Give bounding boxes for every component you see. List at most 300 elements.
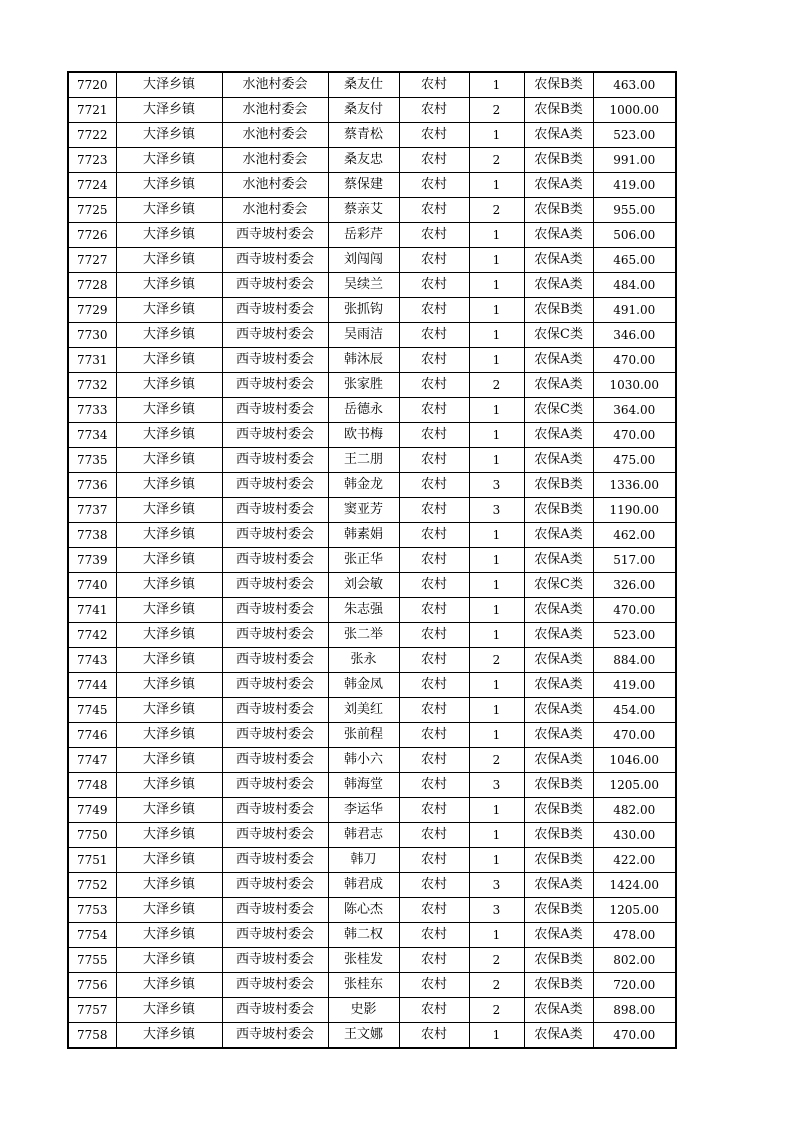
township-cell: 大泽乡镇 — [116, 98, 222, 123]
serial-cell: 7740 — [68, 573, 116, 598]
category-cell: 农保A类 — [524, 548, 593, 573]
township-cell: 大泽乡镇 — [116, 748, 222, 773]
count-cell: 3 — [469, 498, 524, 523]
name-cell: 窦亚芳 — [328, 498, 399, 523]
amount-cell: 484.00 — [593, 273, 676, 298]
table-row — [68, 723, 676, 748]
serial-cell: 7748 — [68, 773, 116, 798]
count-cell: 1 — [469, 673, 524, 698]
township-cell: 大泽乡镇 — [116, 873, 222, 898]
type-cell: 农村 — [399, 723, 469, 748]
category-cell: 农保C类 — [524, 398, 593, 423]
count-cell: 1 — [469, 573, 524, 598]
township-cell: 大泽乡镇 — [116, 298, 222, 323]
type-cell: 农村 — [399, 1023, 469, 1049]
count-cell: 1 — [469, 548, 524, 573]
count-cell: 1 — [469, 173, 524, 198]
type-cell: 农村 — [399, 873, 469, 898]
name-cell: 张永 — [328, 648, 399, 673]
type-cell: 农村 — [399, 973, 469, 998]
category-cell: 农保B类 — [524, 298, 593, 323]
township-cell: 大泽乡镇 — [116, 198, 222, 223]
table-row — [68, 72, 676, 98]
serial-cell: 7737 — [68, 498, 116, 523]
township-cell: 大泽乡镇 — [116, 723, 222, 748]
serial-cell: 7742 — [68, 623, 116, 648]
village-cell: 西寺坡村委会 — [222, 398, 328, 423]
type-cell: 农村 — [399, 548, 469, 573]
name-cell: 韩金龙 — [328, 473, 399, 498]
township-cell: 大泽乡镇 — [116, 423, 222, 448]
village-cell: 西寺坡村委会 — [222, 673, 328, 698]
serial-cell: 7757 — [68, 998, 116, 1023]
serial-cell: 7741 — [68, 598, 116, 623]
village-cell: 西寺坡村委会 — [222, 323, 328, 348]
category-cell: 农保A类 — [524, 448, 593, 473]
village-cell: 西寺坡村委会 — [222, 373, 328, 398]
count-cell: 1 — [469, 698, 524, 723]
serial-cell: 7754 — [68, 923, 116, 948]
amount-cell: 1424.00 — [593, 873, 676, 898]
count-cell: 1 — [469, 423, 524, 448]
count-cell: 3 — [469, 898, 524, 923]
category-cell: 农保A类 — [524, 698, 593, 723]
name-cell: 张桂发 — [328, 948, 399, 973]
category-cell: 农保A类 — [524, 623, 593, 648]
amount-cell: 430.00 — [593, 823, 676, 848]
village-cell: 西寺坡村委会 — [222, 973, 328, 998]
township-cell: 大泽乡镇 — [116, 798, 222, 823]
village-cell: 水池村委会 — [222, 198, 328, 223]
serial-cell: 7734 — [68, 423, 116, 448]
village-cell: 西寺坡村委会 — [222, 1023, 328, 1049]
table-row — [68, 123, 676, 148]
name-cell: 朱志强 — [328, 598, 399, 623]
township-cell: 大泽乡镇 — [116, 248, 222, 273]
village-cell: 西寺坡村委会 — [222, 298, 328, 323]
table-row — [68, 748, 676, 773]
type-cell: 农村 — [399, 373, 469, 398]
village-cell: 西寺坡村委会 — [222, 473, 328, 498]
name-cell: 桑友付 — [328, 98, 399, 123]
village-cell: 水池村委会 — [222, 173, 328, 198]
category-cell: 农保A类 — [524, 648, 593, 673]
category-cell: 农保A类 — [524, 673, 593, 698]
count-cell: 2 — [469, 148, 524, 173]
type-cell: 农村 — [399, 848, 469, 873]
name-cell: 韩君志 — [328, 823, 399, 848]
township-cell: 大泽乡镇 — [116, 398, 222, 423]
township-cell: 大泽乡镇 — [116, 72, 222, 98]
type-cell: 农村 — [399, 473, 469, 498]
table-row — [68, 348, 676, 373]
table-row — [68, 923, 676, 948]
name-cell: 王文娜 — [328, 1023, 399, 1049]
table-row — [68, 823, 676, 848]
type-cell: 农村 — [399, 72, 469, 98]
serial-cell: 7726 — [68, 223, 116, 248]
name-cell: 韩二权 — [328, 923, 399, 948]
table-row — [68, 548, 676, 573]
village-cell: 西寺坡村委会 — [222, 748, 328, 773]
type-cell: 农村 — [399, 648, 469, 673]
category-cell: 农保C类 — [524, 323, 593, 348]
serial-cell: 7750 — [68, 823, 116, 848]
serial-cell: 7758 — [68, 1023, 116, 1049]
name-cell: 蔡保建 — [328, 173, 399, 198]
table-row — [68, 1023, 676, 1049]
type-cell: 农村 — [399, 448, 469, 473]
name-cell: 陈心杰 — [328, 898, 399, 923]
data-table — [67, 71, 677, 1049]
table-row — [68, 323, 676, 348]
table-row — [68, 573, 676, 598]
serial-cell: 7756 — [68, 973, 116, 998]
township-cell: 大泽乡镇 — [116, 473, 222, 498]
serial-cell: 7738 — [68, 523, 116, 548]
amount-cell: 1030.00 — [593, 373, 676, 398]
table-row — [68, 298, 676, 323]
type-cell: 农村 — [399, 923, 469, 948]
type-cell: 农村 — [399, 423, 469, 448]
name-cell: 韩刀 — [328, 848, 399, 873]
category-cell: 农保A类 — [524, 748, 593, 773]
village-cell: 西寺坡村委会 — [222, 998, 328, 1023]
serial-cell: 7730 — [68, 323, 116, 348]
township-cell: 大泽乡镇 — [116, 323, 222, 348]
village-cell: 西寺坡村委会 — [222, 273, 328, 298]
amount-cell: 1205.00 — [593, 898, 676, 923]
type-cell: 农村 — [399, 698, 469, 723]
count-cell: 3 — [469, 473, 524, 498]
count-cell: 2 — [469, 998, 524, 1023]
type-cell: 农村 — [399, 623, 469, 648]
type-cell: 农村 — [399, 598, 469, 623]
township-cell: 大泽乡镇 — [116, 548, 222, 573]
table-row — [68, 648, 676, 673]
type-cell: 农村 — [399, 298, 469, 323]
count-cell: 1 — [469, 723, 524, 748]
category-cell: 农保A类 — [524, 523, 593, 548]
category-cell: 农保A类 — [524, 723, 593, 748]
count-cell: 1 — [469, 523, 524, 548]
serial-cell: 7725 — [68, 198, 116, 223]
count-cell: 2 — [469, 373, 524, 398]
table-row — [68, 698, 676, 723]
count-cell: 1 — [469, 798, 524, 823]
serial-cell: 7743 — [68, 648, 116, 673]
count-cell: 2 — [469, 973, 524, 998]
serial-cell: 7729 — [68, 298, 116, 323]
type-cell: 农村 — [399, 273, 469, 298]
amount-cell: 991.00 — [593, 148, 676, 173]
serial-cell: 7728 — [68, 273, 116, 298]
table-row — [68, 498, 676, 523]
township-cell: 大泽乡镇 — [116, 448, 222, 473]
amount-cell: 884.00 — [593, 648, 676, 673]
name-cell: 刘美红 — [328, 698, 399, 723]
count-cell: 1 — [469, 448, 524, 473]
table-row — [68, 948, 676, 973]
count-cell: 1 — [469, 398, 524, 423]
township-cell: 大泽乡镇 — [116, 523, 222, 548]
name-cell: 李运华 — [328, 798, 399, 823]
serial-cell: 7720 — [68, 72, 116, 98]
category-cell: 农保A类 — [524, 173, 593, 198]
name-cell: 张二举 — [328, 623, 399, 648]
amount-cell: 454.00 — [593, 698, 676, 723]
table-row — [68, 798, 676, 823]
serial-cell: 7723 — [68, 148, 116, 173]
name-cell: 桑友仕 — [328, 72, 399, 98]
count-cell: 1 — [469, 248, 524, 273]
table-row — [68, 173, 676, 198]
count-cell: 2 — [469, 98, 524, 123]
serial-cell: 7747 — [68, 748, 116, 773]
amount-cell: 955.00 — [593, 198, 676, 223]
table-row — [68, 773, 676, 798]
village-cell: 水池村委会 — [222, 123, 328, 148]
type-cell: 农村 — [399, 323, 469, 348]
village-cell: 西寺坡村委会 — [222, 248, 328, 273]
amount-cell: 720.00 — [593, 973, 676, 998]
type-cell: 农村 — [399, 123, 469, 148]
count-cell: 1 — [469, 123, 524, 148]
village-cell: 西寺坡村委会 — [222, 723, 328, 748]
type-cell: 农村 — [399, 673, 469, 698]
type-cell: 农村 — [399, 998, 469, 1023]
category-cell: 农保A类 — [524, 273, 593, 298]
category-cell: 农保A类 — [524, 873, 593, 898]
village-cell: 水池村委会 — [222, 98, 328, 123]
category-cell: 农保B类 — [524, 898, 593, 923]
village-cell: 西寺坡村委会 — [222, 623, 328, 648]
township-cell: 大泽乡镇 — [116, 173, 222, 198]
count-cell: 1 — [469, 72, 524, 98]
count-cell: 2 — [469, 648, 524, 673]
count-cell: 1 — [469, 223, 524, 248]
township-cell: 大泽乡镇 — [116, 848, 222, 873]
type-cell: 农村 — [399, 98, 469, 123]
village-cell: 西寺坡村委会 — [222, 648, 328, 673]
category-cell: 农保A类 — [524, 998, 593, 1023]
serial-cell: 7755 — [68, 948, 116, 973]
type-cell: 农村 — [399, 198, 469, 223]
category-cell: 农保B类 — [524, 98, 593, 123]
serial-cell: 7749 — [68, 798, 116, 823]
serial-cell: 7721 — [68, 98, 116, 123]
table-row — [68, 273, 676, 298]
name-cell: 刘闯闯 — [328, 248, 399, 273]
name-cell: 蔡亲艾 — [328, 198, 399, 223]
name-cell: 张前程 — [328, 723, 399, 748]
township-cell: 大泽乡镇 — [116, 348, 222, 373]
category-cell: 农保B类 — [524, 72, 593, 98]
category-cell: 农保A类 — [524, 923, 593, 948]
table-row — [68, 873, 676, 898]
table-row — [68, 398, 676, 423]
township-cell: 大泽乡镇 — [116, 273, 222, 298]
count-cell: 2 — [469, 198, 524, 223]
village-cell: 西寺坡村委会 — [222, 798, 328, 823]
table-row — [68, 198, 676, 223]
name-cell: 韩金凤 — [328, 673, 399, 698]
table-row — [68, 598, 676, 623]
amount-cell: 463.00 — [593, 72, 676, 98]
township-cell: 大泽乡镇 — [116, 223, 222, 248]
table-row — [68, 623, 676, 648]
amount-cell: 1205.00 — [593, 773, 676, 798]
village-cell: 西寺坡村委会 — [222, 548, 328, 573]
name-cell: 韩素娟 — [328, 523, 399, 548]
category-cell: 农保B类 — [524, 498, 593, 523]
amount-cell: 346.00 — [593, 323, 676, 348]
category-cell: 农保A类 — [524, 248, 593, 273]
table-row — [68, 973, 676, 998]
amount-cell: 1336.00 — [593, 473, 676, 498]
amount-cell: 482.00 — [593, 798, 676, 823]
name-cell: 韩海堂 — [328, 773, 399, 798]
category-cell: 农保A类 — [524, 598, 593, 623]
type-cell: 农村 — [399, 948, 469, 973]
serial-cell: 7736 — [68, 473, 116, 498]
name-cell: 韩小六 — [328, 748, 399, 773]
type-cell: 农村 — [399, 398, 469, 423]
category-cell: 农保B类 — [524, 198, 593, 223]
table-row — [68, 423, 676, 448]
village-cell: 西寺坡村委会 — [222, 873, 328, 898]
amount-cell: 517.00 — [593, 548, 676, 573]
township-cell: 大泽乡镇 — [116, 1023, 222, 1049]
count-cell: 1 — [469, 273, 524, 298]
township-cell: 大泽乡镇 — [116, 573, 222, 598]
type-cell: 农村 — [399, 798, 469, 823]
serial-cell: 7732 — [68, 373, 116, 398]
amount-cell: 475.00 — [593, 448, 676, 473]
category-cell: 农保B类 — [524, 948, 593, 973]
serial-cell: 7744 — [68, 673, 116, 698]
amount-cell: 523.00 — [593, 123, 676, 148]
category-cell: 农保B类 — [524, 773, 593, 798]
category-cell: 农保A类 — [524, 423, 593, 448]
village-cell: 西寺坡村委会 — [222, 848, 328, 873]
category-cell: 农保B类 — [524, 973, 593, 998]
township-cell: 大泽乡镇 — [116, 673, 222, 698]
type-cell: 农村 — [399, 898, 469, 923]
township-cell: 大泽乡镇 — [116, 823, 222, 848]
village-cell: 水池村委会 — [222, 148, 328, 173]
category-cell: 农保B类 — [524, 473, 593, 498]
name-cell: 岳德永 — [328, 398, 399, 423]
village-cell: 西寺坡村委会 — [222, 348, 328, 373]
village-cell: 西寺坡村委会 — [222, 598, 328, 623]
amount-cell: 506.00 — [593, 223, 676, 248]
serial-cell: 7733 — [68, 398, 116, 423]
count-cell: 3 — [469, 773, 524, 798]
township-cell: 大泽乡镇 — [116, 598, 222, 623]
township-cell: 大泽乡镇 — [116, 498, 222, 523]
table-row — [68, 98, 676, 123]
village-cell: 西寺坡村委会 — [222, 948, 328, 973]
serial-cell: 7752 — [68, 873, 116, 898]
count-cell: 1 — [469, 298, 524, 323]
serial-cell: 7724 — [68, 173, 116, 198]
township-cell: 大泽乡镇 — [116, 698, 222, 723]
name-cell: 史影 — [328, 998, 399, 1023]
village-cell: 水池村委会 — [222, 72, 328, 98]
count-cell: 2 — [469, 948, 524, 973]
serial-cell: 7735 — [68, 448, 116, 473]
township-cell: 大泽乡镇 — [116, 623, 222, 648]
count-cell: 1 — [469, 923, 524, 948]
table-row — [68, 448, 676, 473]
category-cell: 农保A类 — [524, 1023, 593, 1049]
name-cell: 韩沐辰 — [328, 348, 399, 373]
amount-cell: 462.00 — [593, 523, 676, 548]
amount-cell: 419.00 — [593, 673, 676, 698]
amount-cell: 1046.00 — [593, 748, 676, 773]
village-cell: 西寺坡村委会 — [222, 498, 328, 523]
type-cell: 农村 — [399, 173, 469, 198]
count-cell: 1 — [469, 623, 524, 648]
type-cell: 农村 — [399, 523, 469, 548]
name-cell: 张正华 — [328, 548, 399, 573]
count-cell: 3 — [469, 873, 524, 898]
name-cell: 桑友忠 — [328, 148, 399, 173]
count-cell: 1 — [469, 823, 524, 848]
category-cell: 农保A类 — [524, 123, 593, 148]
amount-cell: 478.00 — [593, 923, 676, 948]
amount-cell: 802.00 — [593, 948, 676, 973]
amount-cell: 470.00 — [593, 348, 676, 373]
type-cell: 农村 — [399, 773, 469, 798]
table-row — [68, 223, 676, 248]
township-cell: 大泽乡镇 — [116, 773, 222, 798]
township-cell: 大泽乡镇 — [116, 373, 222, 398]
serial-cell: 7722 — [68, 123, 116, 148]
category-cell: 农保B类 — [524, 148, 593, 173]
amount-cell: 1000.00 — [593, 98, 676, 123]
name-cell: 王二朋 — [328, 448, 399, 473]
amount-cell: 470.00 — [593, 598, 676, 623]
table-row — [68, 898, 676, 923]
village-cell: 西寺坡村委会 — [222, 823, 328, 848]
village-cell: 西寺坡村委会 — [222, 698, 328, 723]
table-row — [68, 148, 676, 173]
count-cell: 1 — [469, 848, 524, 873]
amount-cell: 465.00 — [593, 248, 676, 273]
name-cell: 岳彩芹 — [328, 223, 399, 248]
category-cell: 农保C类 — [524, 573, 593, 598]
amount-cell: 523.00 — [593, 623, 676, 648]
amount-cell: 419.00 — [593, 173, 676, 198]
amount-cell: 326.00 — [593, 573, 676, 598]
village-cell: 西寺坡村委会 — [222, 773, 328, 798]
name-cell: 刘会敏 — [328, 573, 399, 598]
name-cell: 张家胜 — [328, 373, 399, 398]
type-cell: 农村 — [399, 148, 469, 173]
township-cell: 大泽乡镇 — [116, 648, 222, 673]
village-cell: 西寺坡村委会 — [222, 898, 328, 923]
amount-cell: 422.00 — [593, 848, 676, 873]
type-cell: 农村 — [399, 573, 469, 598]
count-cell: 1 — [469, 598, 524, 623]
amount-cell: 470.00 — [593, 1023, 676, 1049]
type-cell: 农村 — [399, 498, 469, 523]
village-cell: 西寺坡村委会 — [222, 448, 328, 473]
amount-cell: 491.00 — [593, 298, 676, 323]
name-cell: 欧书梅 — [328, 423, 399, 448]
